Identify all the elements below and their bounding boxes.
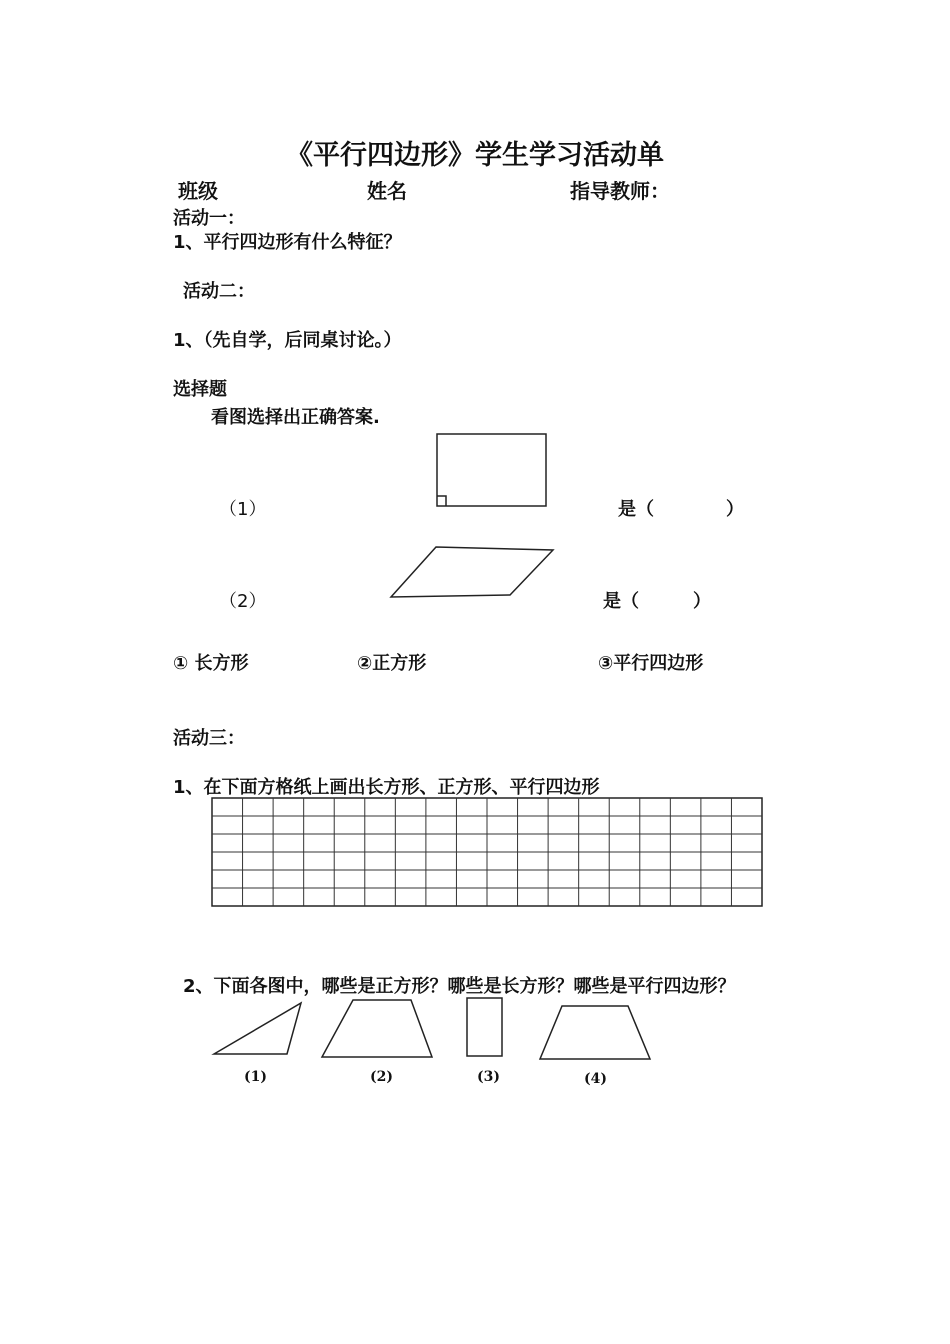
activity1-question: 1、平行四边形有什么特征？ xyxy=(173,232,402,253)
activity3-question2: 2、下面各图中，哪些是正方形？哪些是长方形？哪些是平行四边形？ xyxy=(183,976,736,997)
name-label: 姓名 xyxy=(367,179,407,203)
rectangle-figure xyxy=(436,433,548,509)
class-label: 班级 xyxy=(178,179,218,203)
section-choice: 选择题 xyxy=(173,379,227,400)
trapezoid-figure xyxy=(320,998,434,1060)
activity3-question1: 1、在下面方格纸上画出长方形、正方形、平行四边形 xyxy=(173,777,600,798)
activity2-heading: 活动二： xyxy=(183,281,255,302)
page-title: 《平行四边形》学生学习活动单 xyxy=(286,140,664,171)
choice-instruction: 看图选择出正确答案. xyxy=(211,407,380,428)
item1-number: （1） xyxy=(219,499,267,520)
triangle-figure xyxy=(212,1001,304,1057)
grid-paper[interactable] xyxy=(211,797,763,907)
parallelogram-figure xyxy=(389,545,555,600)
option-rectangle: ① 长方形 xyxy=(173,653,249,674)
figure-label-3: (3) xyxy=(477,1069,500,1085)
teacher-label: 指导教师： xyxy=(570,179,670,203)
item1-answer-blank[interactable]: 是（ ） xyxy=(618,499,744,520)
upright-rectangle-figure xyxy=(465,996,505,1060)
option-square: ②正方形 xyxy=(357,653,427,674)
item2-number: （2） xyxy=(219,591,267,612)
figure-label-4: (4) xyxy=(584,1071,607,1087)
activity1-heading: 活动一： xyxy=(173,208,245,229)
option-parallelogram: ③平行四边形 xyxy=(598,653,704,674)
figure-label-1: (1) xyxy=(244,1069,267,1085)
figure-label-2: (2) xyxy=(370,1069,393,1085)
activity3-heading: 活动三： xyxy=(173,728,245,749)
activity2-question: 1、（先自学，后同桌讨论。） xyxy=(173,330,402,351)
isosceles-trapezoid-figure xyxy=(538,1004,654,1062)
item2-answer-blank[interactable]: 是（ ） xyxy=(603,591,711,612)
